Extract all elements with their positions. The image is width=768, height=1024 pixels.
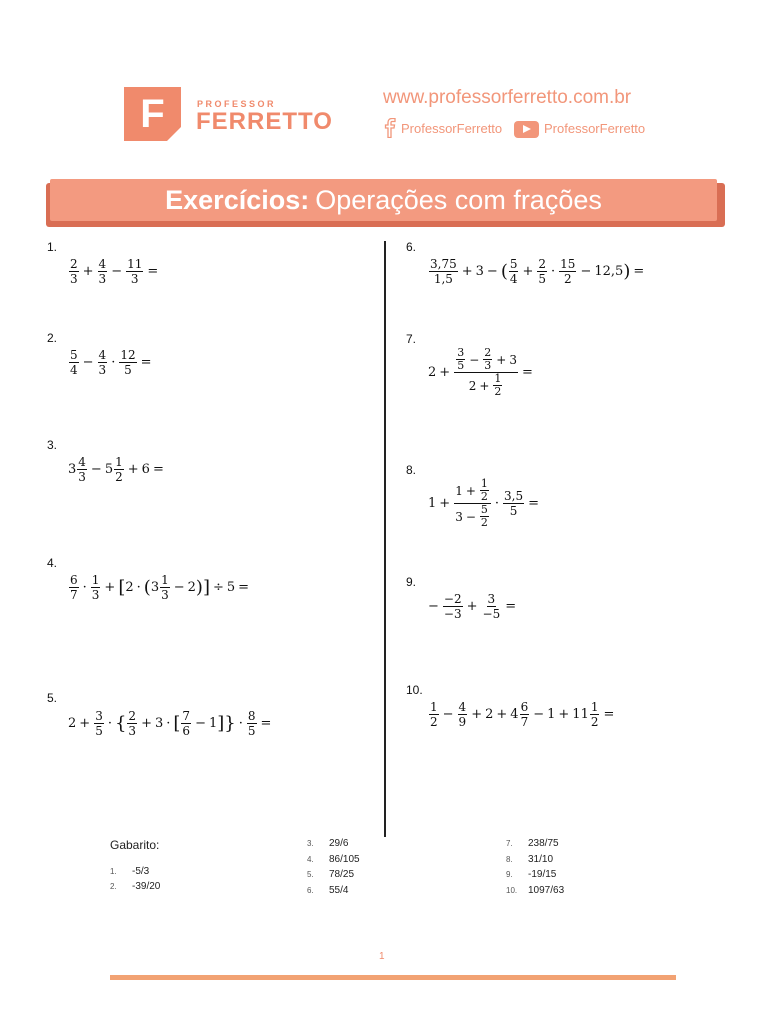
website-link[interactable]: www.professorferretto.com.br	[383, 87, 632, 108]
answer-key-title: Gabarito:	[110, 838, 160, 852]
answer-item: 7. 238/75	[506, 838, 559, 849]
exercise-number-7: 7.	[406, 332, 417, 346]
exercise-4-expression: $\frac{6}{7}$ · $\frac{1}{3}$ + [ 2 · ( 3 $\frac{1}{3}$ − 2 ) ] ÷ 5 =	[70, 573, 250, 602]
exercise-9-expression: − $\frac{-2}{-3}$ + $\frac{3}{-5}$ =	[428, 592, 517, 621]
brand-name: FERRETTO	[196, 108, 333, 135]
answer-item: 8. 31/10	[506, 854, 554, 865]
logo-mark	[124, 87, 181, 141]
exercise-1-expression: $\frac{2}{3}$ + $\frac{4}{3}$ − $\frac{11}{3}$ =	[70, 257, 159, 286]
exercise-number-8: 8.	[406, 463, 417, 477]
brand-subtitle: PROFESSOR	[197, 99, 277, 109]
answer-item: 10. 1097/63	[506, 885, 565, 896]
footer-bar	[110, 975, 676, 980]
youtube-handle[interactable]: ProfessorFerretto	[544, 121, 646, 136]
facebook-icon	[383, 118, 397, 138]
exercise-6-expression: $\frac{3,75}{1,5}$ + 3 − ( $\frac{5}{4}$ + $\frac{2}{5}$ · $\frac{15}{2}$ − 12,5 ) =	[430, 257, 645, 286]
exercise-7-expression: 2 + $\frac{3}{5}$ − $\frac{2}{3}$ + 3 2 + $\frac{1}{2}$ =	[428, 346, 533, 398]
logo-letter: F	[140, 91, 165, 136]
title-banner	[50, 179, 717, 221]
answer-item: 4. 86/105	[307, 854, 360, 865]
exercise-number-5: 5.	[47, 691, 58, 705]
facebook-handle[interactable]: ProfessorFerretto	[401, 121, 503, 136]
exercise-10-expression: $\frac{1}{2}$ − $\frac{4}{9}$ + 2 + 4 $\frac{6}{7}$ − 1 + 11 $\frac{1}{2}$ =	[430, 700, 615, 729]
answer-item: 2. -39/20	[110, 881, 161, 892]
youtube-icon	[514, 121, 539, 138]
column-divider	[384, 241, 386, 837]
answer-item: 6. 55/4	[307, 885, 349, 896]
title-text: Operações com frações	[315, 184, 602, 215]
exercise-number-6: 6.	[406, 240, 417, 254]
exercise-3-expression: 3 $\frac{4}{3}$ − 5 $\frac{1}{2}$ + 6 =	[68, 455, 164, 484]
exercise-number-4: 4.	[47, 556, 58, 570]
title-bold: Exercícios:	[165, 184, 310, 215]
exercise-number-9: 9.	[406, 575, 417, 589]
page-number: 1	[379, 951, 385, 962]
exercise-number-1: 1.	[47, 240, 58, 254]
exercise-number-10: 10.	[406, 683, 423, 697]
answer-item: 1. -5/3	[110, 866, 150, 877]
answer-item: 3. 29/6	[307, 838, 349, 849]
exercise-2-expression: $\frac{5}{4}$ − $\frac{4}{3}$ · $\frac{12}{5}$ =	[70, 348, 152, 377]
exercise-5-expression: 2 + $\frac{3}{5}$ · { $\frac{2}{3}$ + 3 · [ $\frac{7}{6}$ − 1 ] } · $\frac{8}{5}$ =	[68, 709, 272, 738]
exercise-number-3: 3.	[47, 438, 58, 452]
answer-item: 5. 78/25	[307, 869, 355, 880]
answer-item: 9. -19/15	[506, 869, 557, 880]
exercise-number-2: 2.	[47, 331, 58, 345]
exercise-8-expression: 1 + 1 + $\frac{1}{2}$ 3 − $\frac{5}{2}$ · $\frac{3,5}{5}$ =	[428, 477, 540, 529]
